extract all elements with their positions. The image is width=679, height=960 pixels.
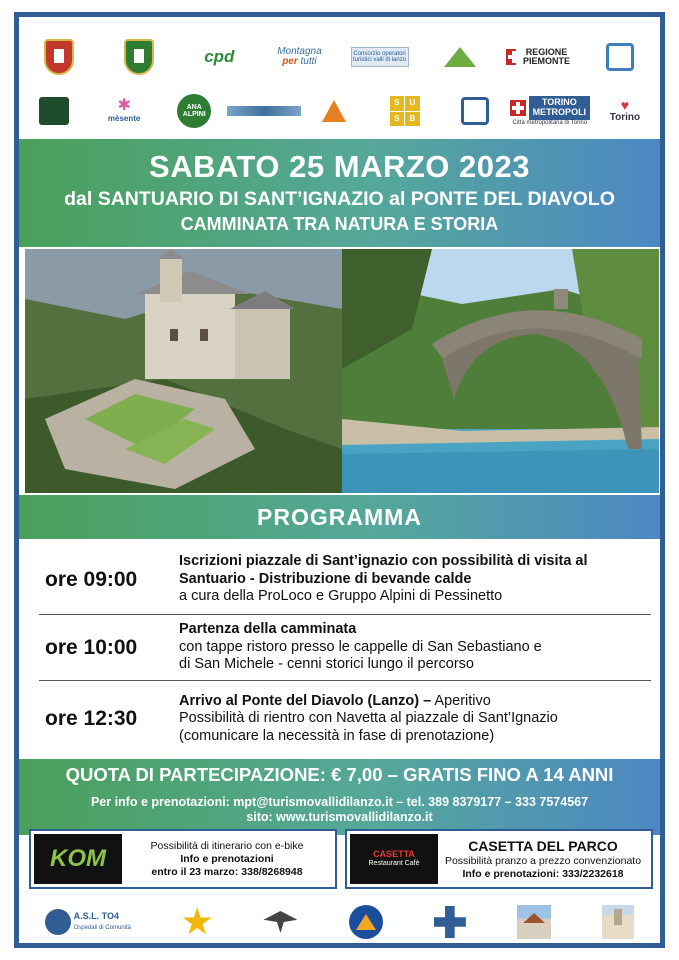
ana-alpini-logo: ANA ALPINI (161, 94, 227, 128)
kom-logo: KOM (34, 834, 122, 884)
sponsor-logos-row-2 (19, 85, 660, 137)
schedule-row (39, 545, 651, 615)
sponsor-logos-row-1 (19, 27, 660, 87)
photo-collage (25, 249, 659, 493)
star-logo (182, 907, 212, 937)
ebike-text: Possibilità di itinerario con e-bike Info e prenotazioni entro il 23 marzo: 338/8268948 (150, 839, 304, 878)
schedule-description: Arrivo al Ponte del Diavolo (Lanzo) – Aperitivo Possibilità di rientro con Navetta al piazzale di Sant’Ignazio (comunicare la necessità in fase di prenotazione) (179, 692, 558, 744)
consorzio-operatori-logo: Consorzio operatori turistici valli di lanzo (347, 47, 413, 67)
casetta-box (345, 829, 653, 889)
contact-info[interactable]: Per info e prenotazioni: mpt@turismovallidilanzo.it – tel. 389 8379177 – 333 7574567 (90, 795, 589, 809)
title-banner (19, 139, 660, 247)
website-link[interactable]: sito: www.turismovallidilanzo.it (246, 810, 433, 824)
mountain-logo (427, 47, 493, 67)
schedule-time: ore 09:00 (45, 567, 138, 591)
asl-to4-logo: A.S.L. TO4 Ospedali di Comunità (45, 909, 131, 935)
eagle-logo (263, 911, 297, 933)
santuario-photo (25, 249, 342, 493)
sus-logo: S U S B (372, 96, 438, 126)
protezione-civile-logo (349, 905, 383, 939)
schedule-time: ore 10:00 (45, 635, 138, 659)
event-subtitle: CAMMINATA TRA NATURA E STORIA (180, 214, 499, 234)
event-date: SABATO 25 MARZO 2023 (149, 149, 530, 184)
montagna-per-tutti-logo: Montagna per tutti (277, 45, 322, 67)
cpd-logo: cpd (204, 47, 235, 67)
triangle-logo (301, 100, 367, 122)
ebike-box (29, 829, 337, 889)
regione-piemonte-logo: REGIONE PIEMONTE (507, 48, 573, 67)
church-photo (602, 905, 634, 939)
schedule-row (39, 681, 651, 757)
schedule-time: ore 12:30 (45, 707, 138, 730)
comune-stemma-2-logo (106, 39, 172, 75)
mesente-logo: ✱ mèsente (107, 97, 141, 124)
strip-logo (231, 106, 297, 116)
torino-metropoli-logo: TORINO METROPOLI Città metropolitana di Torino (512, 96, 588, 126)
casetta-text: CASETTA DEL PARCO Possibilità pranzo a prezzo convenzionato Info e prenotazioni: 333/2232618 (444, 837, 642, 880)
ski-logo (587, 43, 653, 71)
quota-banner (19, 759, 660, 835)
comune-stemma-1-logo (26, 39, 92, 75)
event-route: dal SANTUARIO DI SANT’IGNAZIO al PONTE DEL DIAVOLO (64, 188, 615, 210)
casetta-logo: CASETTA Restaurant Cafè (350, 834, 438, 884)
poster-frame (14, 12, 665, 948)
schedule-description: Iscrizioni piazzale di Sant’ignazio con possibilità di visita al Santuario - Distribuzione di bevande calde a cura della ProLoco e Gruppo Alpini di Pessinetto (179, 553, 588, 605)
bottom-logos (19, 897, 660, 947)
croce-logo (434, 906, 466, 938)
program-schedule (39, 545, 651, 757)
schedule-description: Partenza della camminata con tappe ristoro presso le cappelle di San Sebastiano e di San Michele - cenni storici lungo il percorso (179, 621, 542, 673)
programma-heading: PROGRAMMA (19, 495, 660, 539)
quota-headline: QUOTA DI PARTECIPAZIONE: € 7,00 – GRATIS FINO A 14 ANNI (65, 764, 614, 785)
house-photo (517, 905, 551, 939)
parco-logo (21, 97, 87, 125)
ponte-del-diavolo-photo (342, 249, 659, 493)
schedule-row (39, 615, 651, 681)
torino-agroalimentare-logo: ♥ Torino (609, 97, 641, 124)
badge-logo (442, 97, 508, 125)
